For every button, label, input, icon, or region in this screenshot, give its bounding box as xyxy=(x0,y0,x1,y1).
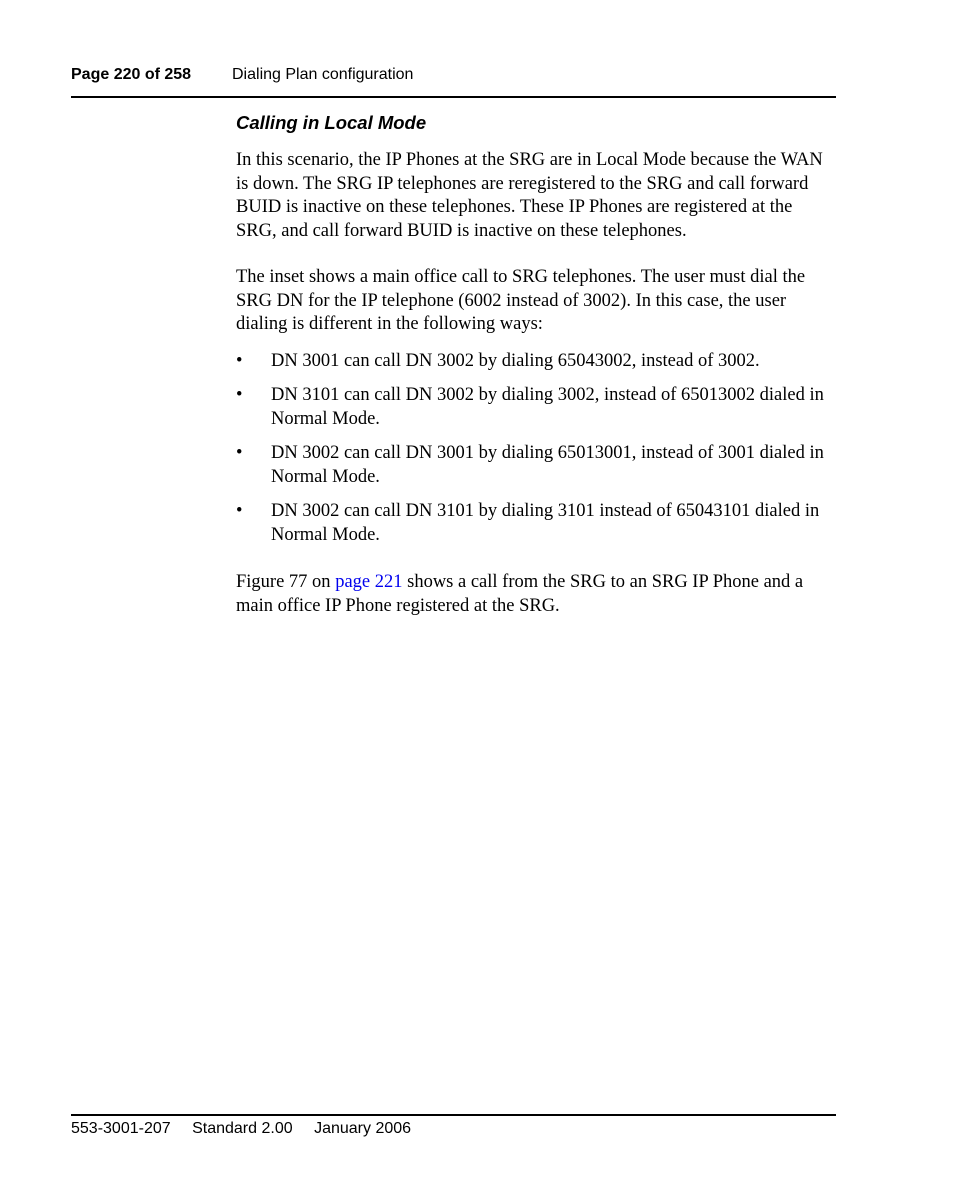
list-item-text: DN 3001 can call DN 3002 by dialing 65043002, instead of 3002. xyxy=(271,350,760,371)
list-item xyxy=(236,350,836,374)
list-item-text: DN 3002 can call DN 3001 by dialing 65013001, instead of 3001 dialed in Normal Mode. xyxy=(271,443,824,487)
dialing-differences-list xyxy=(236,350,836,548)
section-title: Dialing Plan configuration xyxy=(232,66,414,83)
bullet-icon: • xyxy=(236,443,243,463)
section-heading: Calling in Local Mode xyxy=(236,112,427,133)
paragraph-local-mode: In this scenario, the IP Phones at the SRG are in Local Mode because the WAN is down. The SRG IP telephones are reregistered to the SRG and call forward BUID is inactive on these telephones. These IP Phones are registered at the SRG, and call forward BUID is inactive on these telephones. xyxy=(236,150,823,241)
publication-date: January 2006 xyxy=(314,1120,412,1137)
bullet-icon: • xyxy=(236,350,243,371)
figure-reference-text-end: shows a call from the SRG to an SRG IP Phone and a main office IP Phone registered at the SRG. xyxy=(236,572,804,616)
list-item xyxy=(236,384,836,431)
bullet-icon: • xyxy=(236,385,243,405)
figure-reference-text: Figure 77 on xyxy=(236,572,336,592)
page-number: Page 220 of 258 xyxy=(71,66,192,83)
list-item-text: DN 3002 can call DN 3101 by dialing 3101 instead of 65043101 dialed in Normal Mode. xyxy=(271,501,820,545)
standard-version: Standard 2.00 xyxy=(192,1120,293,1137)
page-221-link[interactable]: page 221 xyxy=(335,572,403,592)
page-footer xyxy=(71,1114,836,1138)
page-header xyxy=(71,66,836,98)
page-content xyxy=(236,111,836,641)
list-item xyxy=(236,500,836,547)
bullet-icon: • xyxy=(236,501,243,521)
list-item xyxy=(236,442,836,489)
document-number: 553-3001-207 xyxy=(71,1120,171,1137)
paragraph-figure-reference xyxy=(236,571,836,618)
list-item-text: DN 3101 can call DN 3002 by dialing 3002, instead of 65013002 dialed in Normal Mode. xyxy=(271,385,824,429)
paragraph-inset: The inset shows a main office call to SRG telephones. The user must dial the SRG DN for the IP telephone (6002 instead of 3002). In this case, the user dialing is different in the following ways: xyxy=(236,267,806,334)
